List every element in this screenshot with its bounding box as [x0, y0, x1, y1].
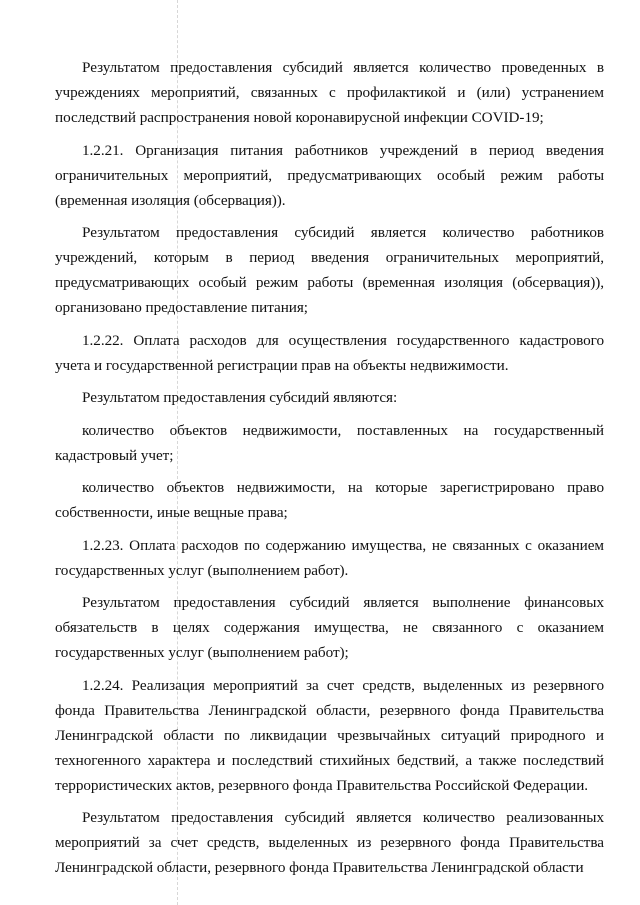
paragraph-result-reserve-fund: Результатом предоставления субсидий является количество реализованных мероприятий за счет средств, выделенных из резервного фонда Правительства Ленинградской области, резервного фонда Правительства Ленинградской области — [55, 809, 604, 876]
paragraph-result-meals: Результатом предоставления субсидий является количество работников учреждений, которым в период введения ограничительных мероприятий, предусматривающих особый режим работы (временная изоляция (обсервация)), организовано предоставление питания; — [55, 224, 604, 316]
paragraph-ownership-count: количество объектов недвижимости, на которые зарегистрировано право собственности, иные вещные права; — [55, 479, 604, 521]
paragraph-1-2-22: 1.2.22. Оплата расходов для осуществления государственного кадастрового учета и государственной регистрации прав на объекты недвижимости. — [55, 331, 604, 374]
paragraph-1-2-24: 1.2.24. Реализация мероприятий за счет средств, выделенных из резервного фонда Правительства Ленинградской области, резервного фонда Правительства Ленинградской области по ликвидации чрезвычайных ситуаций природного и техногенного характера и последствий стихийных бедствий, а также последствий террористических актов, резервного фонда Правительства Российской Федерации. — [55, 676, 604, 794]
document-body — [55, 55, 604, 888]
paragraph-result-covid: Результатом предоставления субсидий является количество проведенных в учреждениях мероприятий, связанных с профилактикой и (или) устранением последствий распространения новой коронавирусной инфекции COVID-19; — [55, 59, 604, 126]
paragraph-1-2-23: 1.2.23. Оплата расходов по содержанию имущества, не связанных с оказанием государственных услуг (выполнением работ). — [55, 536, 604, 579]
paragraph-results-intro: Результатом предоставления субсидий являются: — [82, 389, 398, 406]
paragraph-1-2-21: 1.2.21. Организация питания работников учреждений в период введения ограничительных мероприятий, предусматривающих особый режим работы (временная изоляция (обсервация)). — [55, 141, 604, 209]
paragraph-cadastral-count: количество объектов недвижимости, поставленных на государственный кадастровый учет; — [55, 421, 604, 464]
paragraph-result-obligations: Результатом предоставления субсидий является выполнение финансовых обязательств в целях содержания имущества, не связанного с оказанием государственных услуг (выполнением работ); — [55, 594, 604, 661]
